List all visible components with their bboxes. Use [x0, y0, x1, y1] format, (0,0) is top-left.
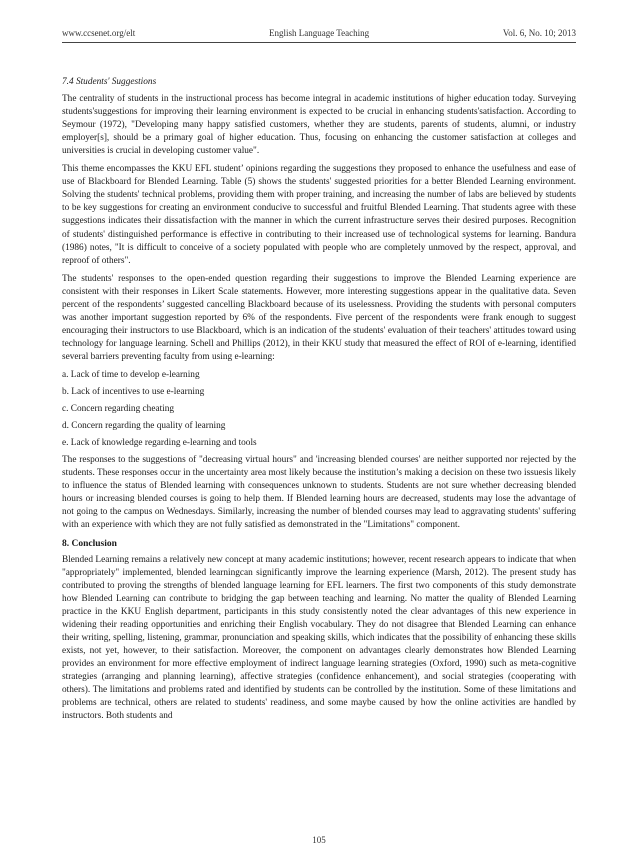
section-7-4-paragraph-1: The centrality of students in the instructional process has become integral in academic institutions of higher education today. Surveying students'suggestions for improving their learning environment is expected to be crucial in enhancing students'satisfaction. According to Seymour (1972), "Developing many happy satisfied customers, whether they are students, parents of students, alumni, or industry employer[s], should be a primary goal of higher education. Thus, focusing on enhancing the customer satisfaction at colleges and universities is crucial in developing customer value".	[62, 94, 576, 157]
barrier-list-item-e: e. Lack of knowledge regarding e-learning and tools	[62, 438, 257, 449]
section-8-paragraph: Blended Learning remains a relatively new concept at many academic institutions; however, recent research appears to indicate that when "appropriately" implemented, blended learningcan significantly improve the learning experience (Marsh, 2012). The present study has contributed to proving the strengths of blended language learning for EFL learners. The first two components of this study demonstrate how Blended Learning can contribute to bridging the gap between teaching and learning. No matter the quality of Blended Learning practice in the KKU English department, participants in this study consistently noted the clear advantages of this new experience in widening their reading opportunities and enriching their English vocabulary. They do not disagree that Blended Learning can enhance their writing, spelling, listening, grammar, pronunciation and speaking skills, which indicates that the possibility of enhancing these skills exists, not yet, however, to their satisfaction. Moreover, the component on advantages clearly demonstrates how Blended Learning provides an environment for more effective employment of indirect language learning strategies (Oxford, 1990) such as meta-cognitive strategies (arranging and planning learning), affective strategies (confidence enhancement), and social strategies (cooperating with others). The limitations and problems rated and identified by students can be controlled by the institution. Some of these limitations and problems are technical, others are related to students' readiness, and some maybe caused by how the online activities are handled by instructors. Both students and	[62, 554, 576, 722]
section-7-4-paragraph-3: The students' responses to the open-ended question regarding their suggestions to improve the Blended Learning experience are consistent with their responses in Likert Scale statements. However, more interesting suggestions appear in the qualitative data. Seven percent of the respondents’ suggested cancelling Blackboard because of its uselessness. Providing the students with personal computers was another important suggestion reported by 6% of the respondents. Five percent of the respondents were frank enough to suggest encouraging their instructors to use Blackboard, which is an indication of the students' evaluation of their teachers' attitudes toward using technology for language learning. Schell and Phillips (2012), in their KKU study that measured the effect of ROI of e-learning, identified several barriers preventing faculty from using e-learning:	[62, 273, 576, 362]
section-7-4-title: 7.4 Students' Suggestions	[62, 77, 157, 87]
barrier-list	[62, 369, 576, 450]
barrier-list-item-d: d. Concern regarding the quality of learning	[62, 421, 226, 432]
section-7-4-closing-paragraph: The responses to the suggestions of "decreasing virtual hours" and 'increasing blended courses' are neither supported nor rejected by the students. These responses occur in the uncertainty area most likely because the institution’s making a decision on these two issuesis likely to influence the status of Blended learning with consequences unknown to students. Students are not sure whether decreasing blended hours or increasing blended courses is going to help them. If Blended learning hours are decreased, students may lose the advantage of not going to the campus on Wednesdays. Similarly, increasing the number of blended courses may lead to aggravating students' suffering with an experience with which they are not fully satisfied as demonstrated in the "Limitations" component.	[62, 455, 576, 531]
barrier-list-item-a: a. Lack of time to develop e-learning	[62, 369, 200, 380]
section-7-4-paragraph-2: This theme encompasses the KKU EFL student’ opinions regarding the suggestions they proposed to enhance the usefulness and ease of use of Blackboard for Blended Learning. Table (5) shows the students' suggested priorities for a better Blended Learning environment. Solving the students' technical problems, providing them with proper training, and increasing the number of labs are believed by students to be key suggestions for creating an environment conducive to successful and fruitful Blended Learning. That students agree with these suggestions indicates their dissatisfaction with the manner in which the current infrastructure serves their desired purposes. Recognition of students' distinguished performance is effective in contributing to their increased use of technological systems for learning. Bandura (1986) notes, "It is difficult to conceive of a society populated with people who are completely unmoved by the respect, approval, and reproof of others".	[62, 164, 576, 266]
running-header	[62, 28, 576, 38]
barrier-list-item-c: c. Concern regarding cheating	[62, 404, 175, 415]
article-body	[62, 76, 576, 728]
header-site-url[interactable]: www.ccsenet.org/elt	[62, 28, 136, 38]
header-divider	[62, 42, 576, 43]
header-volume: Vol. 6, No. 10; 2013	[502, 28, 576, 38]
barrier-list-item-b: b. Lack of incentives to use e-learning	[62, 387, 205, 398]
header-journal-name: English Language Teaching	[268, 28, 370, 38]
page-number: 105	[312, 835, 326, 845]
section-8-title: 8. Conclusion	[62, 538, 117, 549]
